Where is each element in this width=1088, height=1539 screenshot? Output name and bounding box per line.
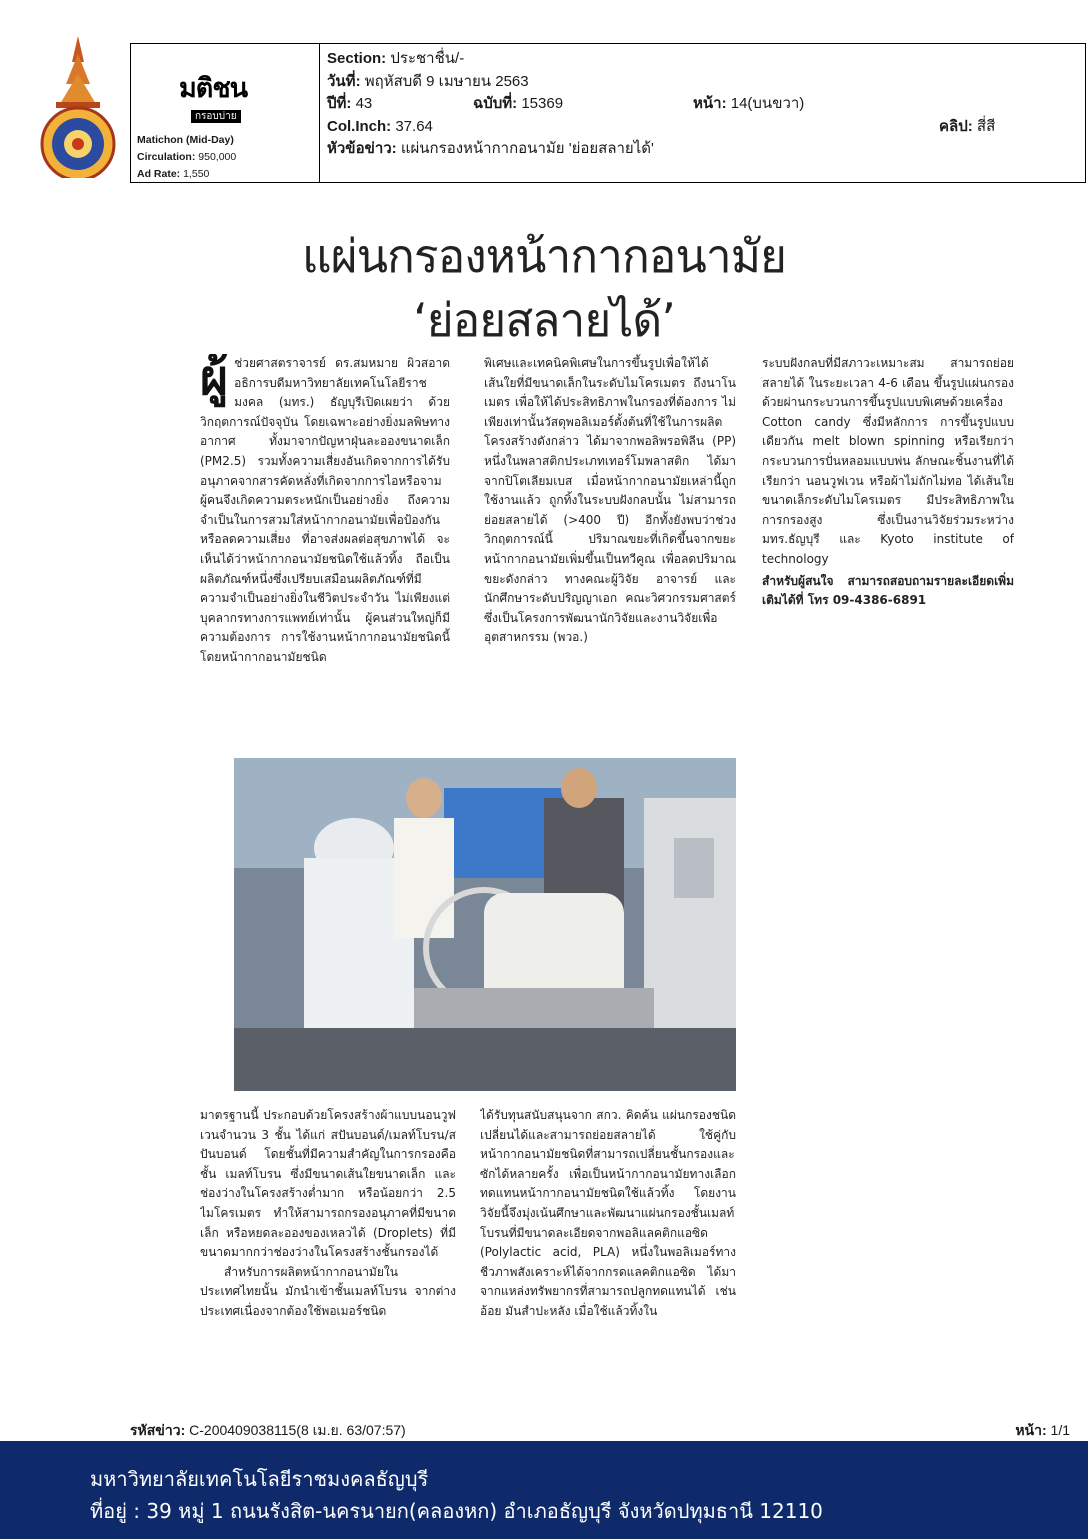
circulation-label: Circulation: (137, 151, 196, 163)
article-title-line1: แผ่นกรองหน้ากากอนามัย (301, 229, 786, 283)
footer-page-value: 1/1 (1050, 1422, 1070, 1438)
article-column-1-top (200, 354, 450, 752)
publication-name: Matichon (Mid-Day) (137, 134, 234, 146)
article-column-2-top: พิเศษและเทคนิคพิเศษในการขึ้นรูปเพื่อให้ได้เส้นใยที่มีขนาดเล็กในระดับไมโครเมตร ถึงนาโนเมตร เพื่อให้ได้ประสิทธิภาพในกรองที่ต้องการ ไม่เพียงเท่านั้นวัสดุพอลิเมอร์ตั้งต้นที่ใช้ในการผลิตโครงสร้างดังกล่าว ได้มาจากพอลิพรอพิลีน (PP) หนึ่งในพลาสติกประเภทเทอร์โมพลาสติก ได้มาจากปิโตเลียมเบส เมื่อหน้ากากอนามัยเหล่านี้ถูกใช้งานแล้ว ถูกทิ้งในระบบฝังกลบนั้น ไม่สามารถย่อยสลายได้ (>400 ปี) อีกทั้งยังพบว่าช่วงวิกฤตการณ์นี้ ปริมาณขยะที่เกิดขึ้นจากขยะหน้ากากอนามัยเพิ่มขึ้นเป็นทวีคูณ เพื่อลดปริมาณขยะดังกล่าว ทางคณะผู้วิจัย อาจารย์ และนักศึกษาระดับปริญญาเอก คณะวิศวกรรมศาสตร์ ซึ่งเป็นโครงการพัฒนานักวิจัยและงานวิจัยเพื่ออุตสาหกรรม (พวอ.) (484, 356, 736, 645)
university-footer (0, 1441, 1088, 1539)
newspaper-brand (179, 74, 275, 123)
colinch-value: 37.64 (395, 117, 433, 135)
newspaper-name: มติชน (179, 73, 248, 104)
university-seal-logo (38, 36, 118, 178)
year-value: 43 (355, 95, 373, 112)
article-col3-contact: สำหรับผู้สนใจ สามารถสอบถามรายละเอียดเพิ่มเติมได้ที่ โทร 09-4386-6891 (762, 573, 1014, 608)
article-dropcap: ผู้ (200, 354, 229, 406)
clipping-metadata (327, 48, 1079, 161)
news-code-line (130, 1420, 1070, 1442)
news-code-value: C-200409038115(8 เม.ย. 63/07:57) (189, 1422, 406, 1438)
issue-value: 15369 (521, 95, 564, 112)
colinch-label: Col.Inch: (327, 117, 392, 135)
ad-rate-label: Ad Rate: (137, 168, 181, 180)
date-label: วันที่: (327, 72, 361, 90)
article-title-line2: ‘ย่อยสลายได้’ (413, 293, 675, 347)
newspaper-edition: กรอบบ่าย (191, 110, 241, 123)
article-col1-bottom-p2: สำหรับการผลิตหน้ากากอนามัยในประเทศไทยนั้น มักนำเข้าชั้นเมลท์โบรน จากต่างประเทศเนื่องจากต้องใช้พอเมอร์ชนิด (200, 1264, 456, 1318)
footer-address: ที่อยู่ : 39 หมู่ 1 ถนนรังสิต-นครนายก(คลองหก) อำเภอธัญบุรี จังหวัดปทุมธานี 12110 (90, 1499, 823, 1523)
circulation-value: 950,000 (198, 151, 237, 163)
article-column-2-bottom: ได้รับทุนสนับสนุนจาก สกว. คิดค้น แผ่นกรองชนิดเปลี่ยนได้และสามารถย่อยสลายได้ ใช้คู่กับหน้ากากอนามัยชนิดที่สามารถเปลี่ยนชั้นกรองและซักได้หลายครั้ง เพื่อเป็นหน้ากากอนามัยทางเลือกทดแทนหน้ากากอนามัยชนิดใช้แล้วทิ้ง โดยงานวิจัยนี้จึงมุ่งเน้นศึกษาและพัฒนาแผ่นกรองชั้นเมลท์โบรนที่มีขนาดละเอียดจากพอลิแลคติกแอซิด (Polylactic acid, PLA) หนึ่งในพอลิเมอร์ทางชีวภาพสังเคราะห์ได้จากกรดแลคติกแอซิด ได้มาจากแหล่งทรัพยากรที่สามารถปลูกทดแทนได้ เช่น อ้อย มันสำปะหลัง เมื่อใช้แล้วทิ้งใน (480, 1108, 736, 1318)
article-col3-text: ระบบฝังกลบที่มีสภาวะเหมาะสม สามารถย่อยสลายได้ ในระยะเวลา 4-6 เดือน ขึ้นรูปแผ่นกรอง ด้วยผ่านกระบวนการขึ้นรูปแบบพิเศษด้วยเครื่อง Cotton candy ซึ่งมีหลักการ การขึ้นรูปแบบเดียวกัน melt blown spinning หรือเรียกว่า กระบวนการปั่นหลอมแบบพ่น ลักษณะชิ้นงานที่ได้ เรียกว่า นอนวูฟเวน หรือผ้าไม่ถักไม่ทอ ได้เส้นใยขนาดเล็กระดับไมโครเมตร มีประสิทธิภาพในการกรองสูง ซึ่งเป็นงานวิจัยร่วมระหว่าง มทร.ธัญบุรี และ Kyoto institute of technology (762, 356, 1014, 566)
ad-rate-value: 1,550 (183, 168, 210, 180)
footer-page-label: หน้า: (1015, 1422, 1047, 1438)
date-value: พฤหัสบดี 9 เมษายน 2563 (364, 72, 529, 90)
page-label: หน้า: (693, 95, 727, 112)
news-code-label: รหัสข่าว: (130, 1422, 186, 1438)
headline-label: หัวข้อข่าว: (327, 140, 397, 157)
publication-info (137, 132, 236, 183)
article-photo (234, 758, 736, 1091)
section-value: ประชาชื่น/- (390, 50, 465, 67)
clipping-header-box (130, 43, 1086, 183)
clip-label: คลิป: (939, 117, 973, 135)
headline-value: แผ่นกรองหน้ากากอนามัย 'ย่อยสลายได้' (400, 140, 654, 157)
article-column-3-top (762, 354, 1014, 664)
year-label: ปีที่: (327, 95, 352, 112)
footer-org-name: มหาวิทยาลัยเทคโนโลยีราชมงคลธัญบุรี (90, 1467, 429, 1491)
article-col1-top-text: ช่วยศาสตราจารย์ ดร.สมหมาย ผิวสอาด อธิการบดีมหาวิทยาลัยเทคโนโลยีราชมงคล (มทร.) ธัญบุรีเปิดเผยว่า ด้วยวิกฤตการณ์ปัจจุบัน โดยเฉพาะอย่างยิ่งมลพิษทางอากาศ ทั้งมาจากปัญหาฝุ่นละอองขนาดเล็ก (PM2.5) รวมทั้งความเสี่ยงอันเกิดจากการได้รับอนุภาคจากสารคัดหลั่งที่เกิดจากการไอหรือจาม ผู้คนจึงเกิดความตระหนักเป็นอย่างยิ่ง ถึงความจำเป็นในการสวมใส่หน้ากากอนามัยเพื่อป้องกัน หรือลดความเสี่ยง ที่อาจส่งผลต่อสุขภาพได้ จะเห็นได้ว่าหน้ากากอนามัยชนิดใช้แล้วทิ้ง ถือเป็นผลิตภัณฑ์หนึ่งซึ่งเปรียบเสมือนผลิตภัณฑ์ที่มีความจำเป็นอย่างยิ่งในชีวิตประจำวัน ไม่เพียงแต่บุคลากรทางการแพทย์เท่านั้น ผู้คนส่วนใหญ่ก็มีความต้องการ การใช้งานหน้ากากอนามัยชนิดนี้ โดยหน้ากากอนามัยชนิด (200, 356, 450, 664)
issue-label: ฉบับที่: (473, 95, 518, 112)
page-value: 14(บนขวา) (730, 95, 805, 112)
article-column-1-bottom (200, 1106, 456, 1394)
clip-value: สี่สี (976, 117, 996, 135)
section-label: Section: (327, 50, 387, 67)
article-col1-bottom-p1: มาตรฐานนี้ ประกอบด้วยโครงสร้างผ้าแบบนอนวูฟเวนจำนวน 3 ชั้น ได้แก่ สปันบอนด์/เมลท์โบรน/สปันบอนด์ โดยชั้นที่มีความสำคัญในการกรองคือชั้น เมลท์โบรน ซึ่งมีขนาดเส้นใยขนาดเล็ก และช่องว่างในโครงสร้างต่ำมาก หรือน้อยกว่า 2.5 ไมโครเมตร ทำให้สามารถกรองอนุภาคที่มีขนาดเล็ก หรือหยดละอองของเหลวได้ (Droplets) ที่มีขนาดมากกว่าช่องว่างในโครงสร้างชั้นกรองได้ (200, 1108, 456, 1260)
